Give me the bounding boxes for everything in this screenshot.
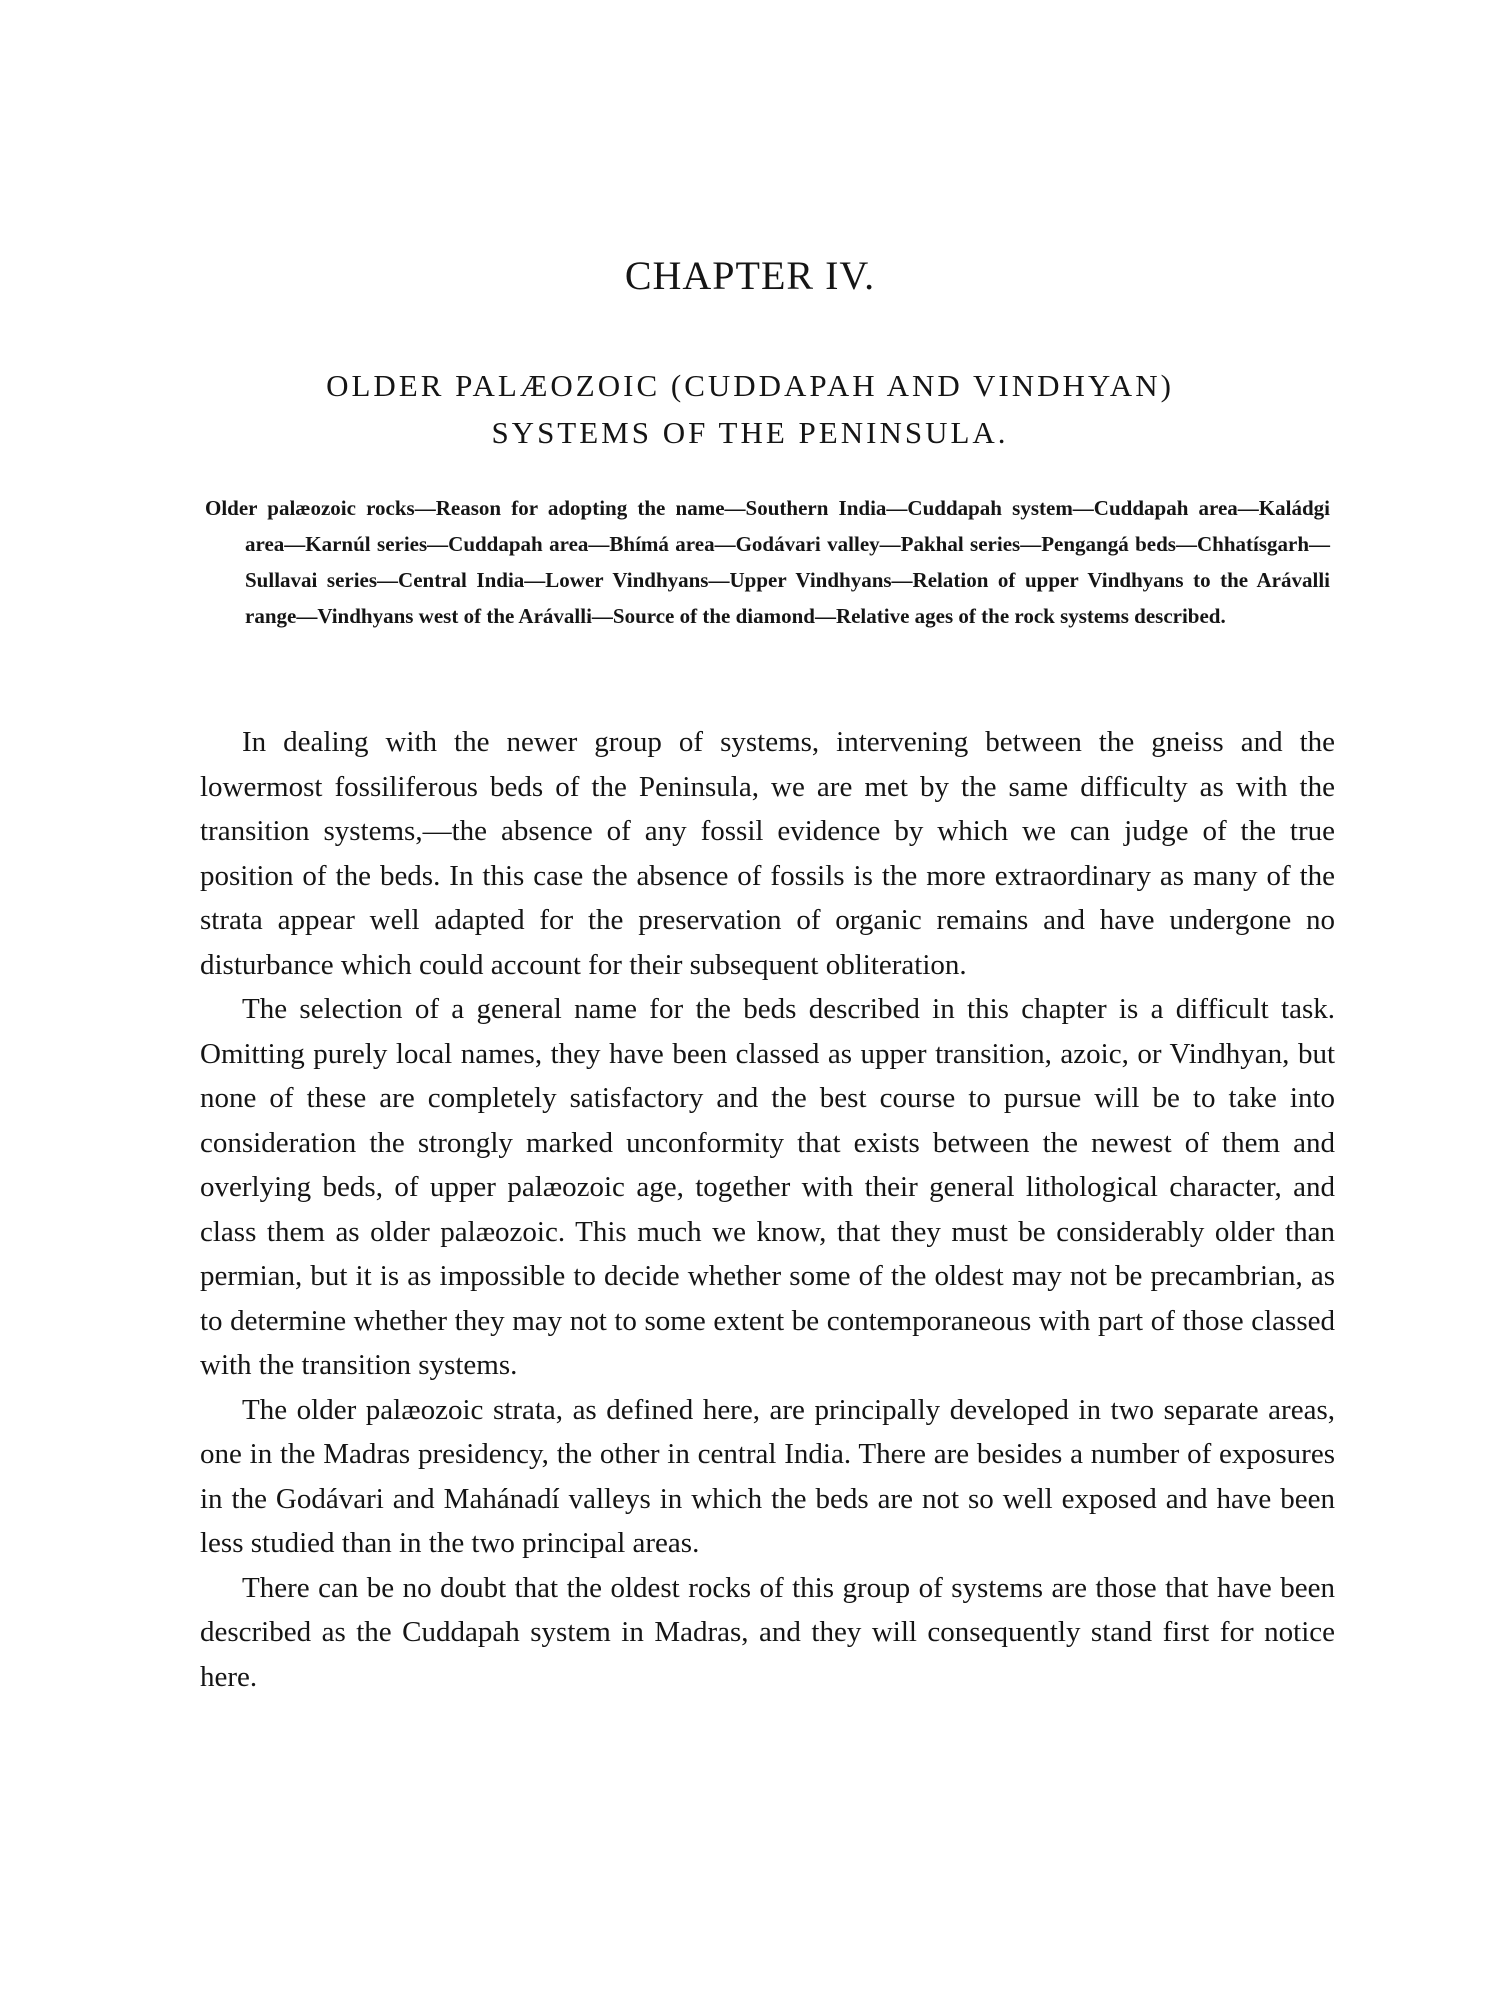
paragraph-4: There can be no doubt that the oldest rocks of this group of systems are those that have been described as the Cuddapah system in Madras, and they will consequently stand first for notice here. <box>200 1571 1335 1693</box>
heading-line-1: OLDER PALÆOZOIC (CUDDAPAH AND VINDHYAN) <box>326 368 1174 403</box>
heading-line-2: SYSTEMS OF THE PENINSULA. <box>491 415 1009 450</box>
paragraph-1: In dealing with the newer group of systems, intervening between the gneiss and the lowermost fossiliferous beds of the Peninsula, we are met by the same difficulty as with the transition systems,—the absence of any fossil evidence by which we can judge of the true position of the beds. In this case the absence of fossils is the more extraordinary as many of the strata appear well adapted for the preservation of organic remains and have undergone no disturbance which could account for their subsequent obliteration. <box>200 726 1335 981</box>
summary-text: Older palæozoic rocks—Reason for adopting the name—Southern India—Cuddapah system—Cuddapah area—Kaládgi area—Karnúl series—Cuddapah area—Bhímá area—Godávari valley—Pakhal series—Pengangá beds—Chhatísgarh—Sullavai series—Central India—Lower Vindhyans—Upper Vindhyans—Relation of upper Vindhyans to the Arávalli range—Vindhyans west of the Arávalli—Source of the diamond—Relative ages of the rock systems described. <box>205 496 1330 628</box>
chapter-summary <box>205 490 1330 634</box>
chapter-title: CHAPTER IV. <box>624 253 876 298</box>
paragraph-2: The selection of a general name for the beds described in this chapter is a difficult task. Omitting purely local names, they have been classed as upper transition, azoic, or Vindhyan, but none of these are completely satisfactory and the best course to pursue will be to take into consideration the strongly marked unconformity that exists between the newest of them and overlying beds, of upper palæozoic age, together with their general lithological character, and class them as older palæozoic. This much we know, that they must be considerably older than permian, but it is as impossible to decide whether some of the oldest may not be precambrian, as to determine whether they may not to some extent be contemporaneous with part of those classed with the transition systems. <box>200 993 1335 1381</box>
chapter-heading <box>0 362 1500 456</box>
body-text <box>200 720 1335 1699</box>
paragraph-3: The older palæozoic strata, as defined here, are principally developed in two separate areas, one in the Madras presidency, the other in central India. There are besides a number of exposures in the Godávari and Mahánadí valleys in which the beds are not so well exposed and have been less studied than in the two principal areas. <box>200 1393 1335 1559</box>
